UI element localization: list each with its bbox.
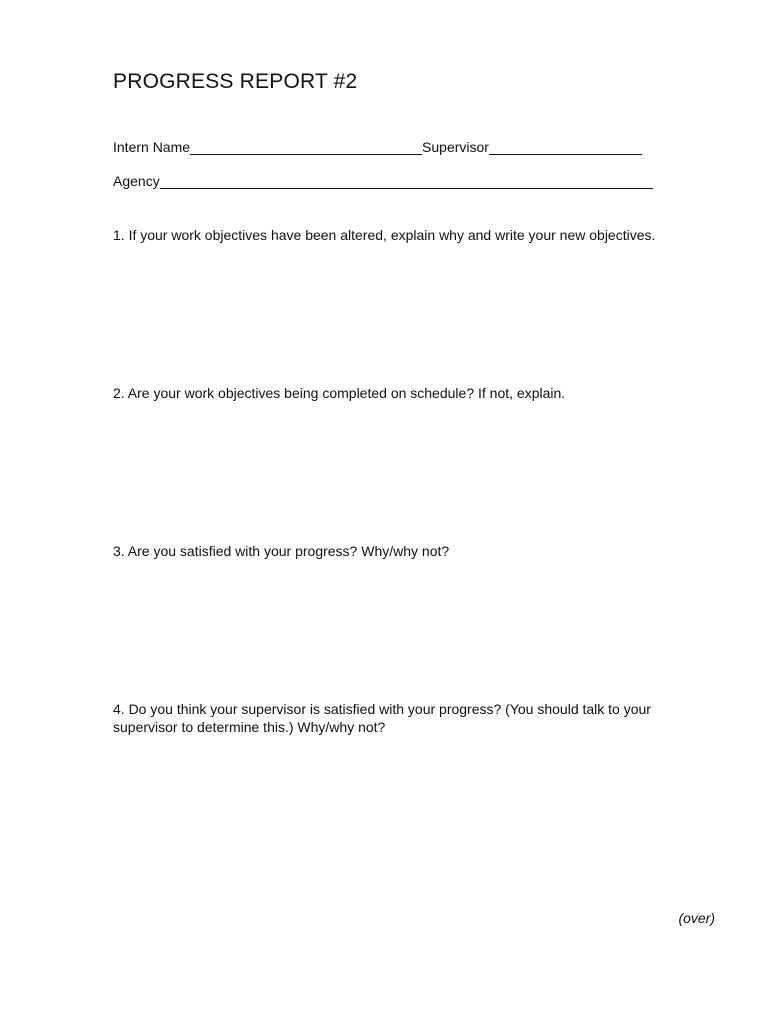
question-4-line-1: 4. Do you think your supervisor is satisfied with your progress? (You should talk to your [113,701,651,717]
agency-field[interactable] [160,174,653,189]
question-3: 3. Are you satisfied with your progress? Why/why not? [113,543,450,559]
intern-name-field[interactable] [190,140,422,155]
over-note: (over) [678,910,715,926]
supervisor-field[interactable] [489,140,642,155]
question-4 [113,700,651,736]
question-2: 2. Are your work objectives being completed on schedule? If not, explain. [113,385,566,401]
question-1: 1. If your work objectives have been altered, explain why and write your new objectives. [113,227,656,243]
agency-label: Agency [113,173,160,189]
supervisor-label: Supervisor [422,139,489,155]
agency-row [113,173,653,189]
intern-supervisor-row [113,139,642,155]
page-title: PROGRESS REPORT #2 [113,70,358,93]
question-4-line-2: supervisor to determine this.) Why/why not? [113,719,386,735]
intern-name-label: Intern Name [113,139,191,155]
